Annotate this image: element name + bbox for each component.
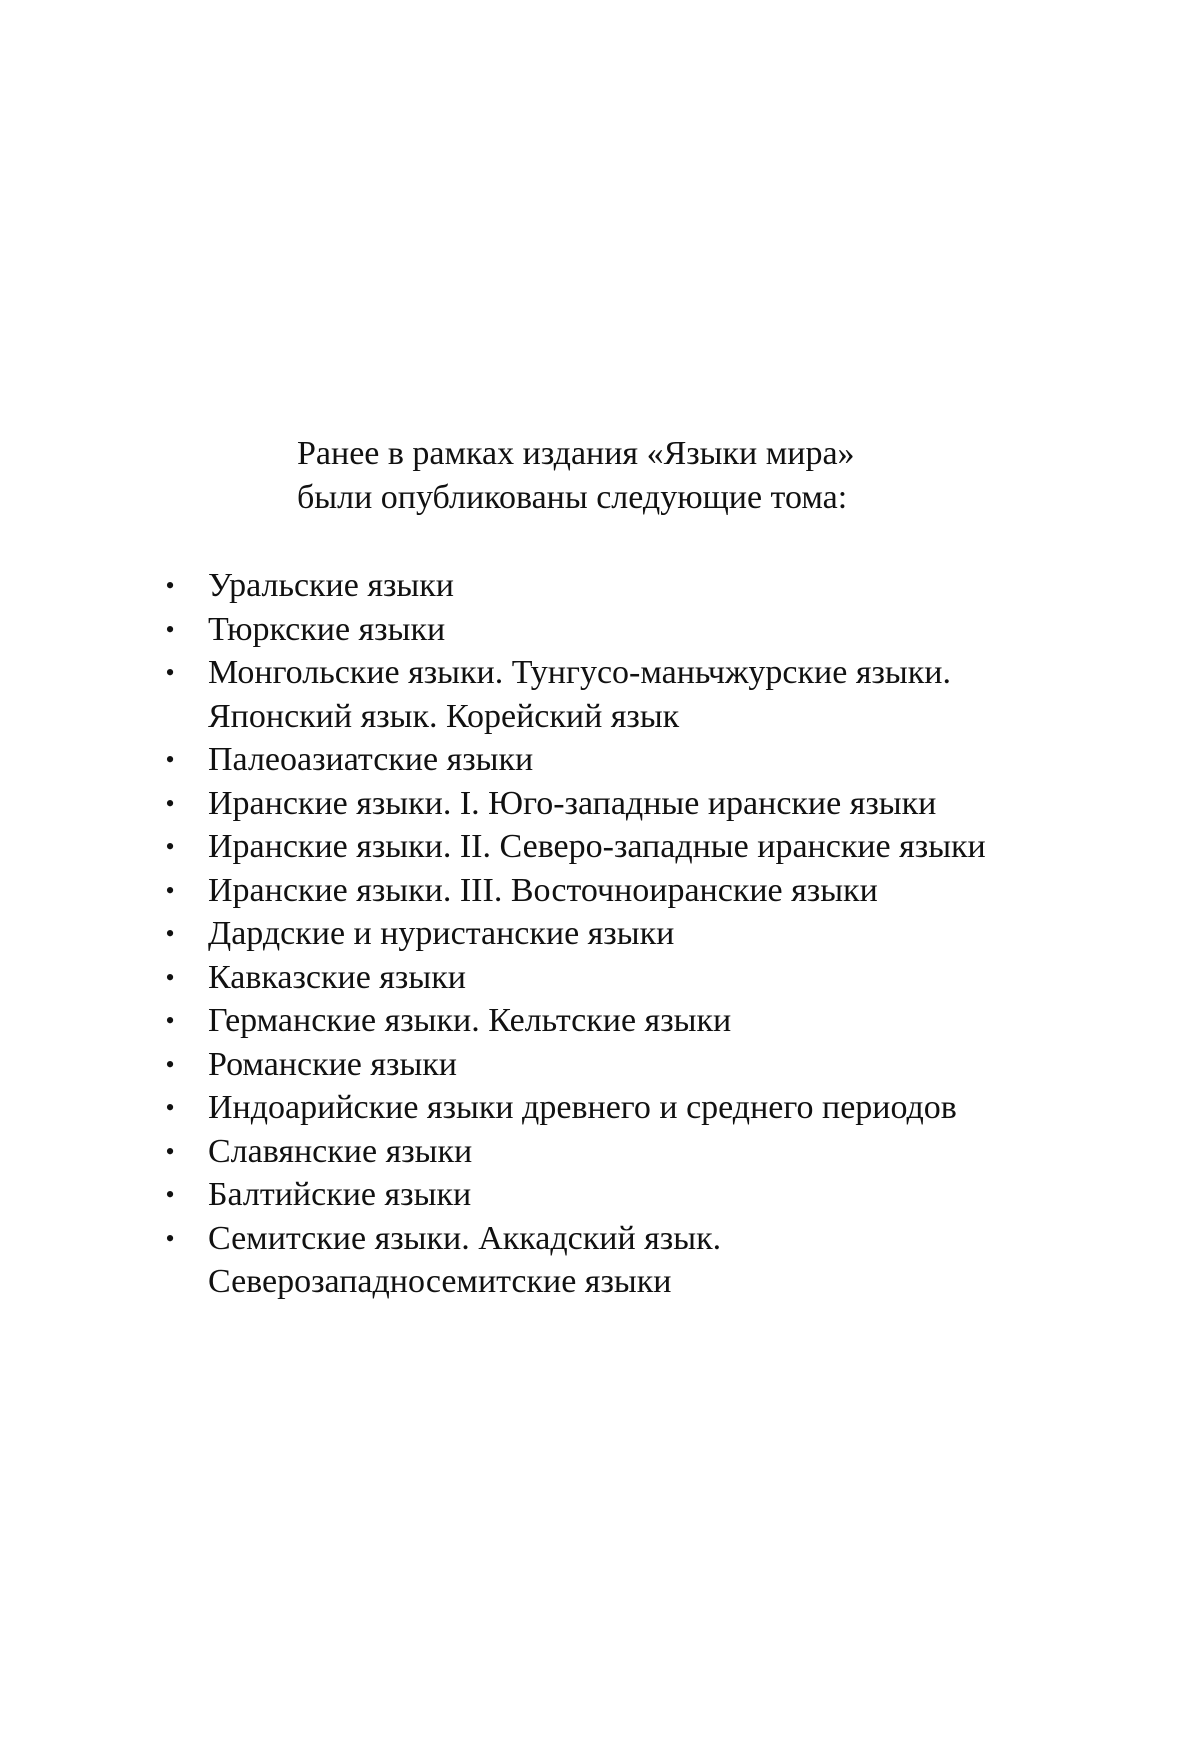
volume-title: Тюркские языки	[208, 610, 446, 648]
bullet-icon: •	[165, 1180, 175, 1209]
bullet-icon: •	[165, 1223, 175, 1253]
volume-title: Германские языки. Кельтские языки	[208, 1002, 732, 1039]
volume-title: Уральские языки	[208, 567, 454, 604]
bullet-icon: •	[165, 788, 175, 818]
bullet-icon: •	[165, 1136, 175, 1166]
bullet-icon: •	[165, 919, 175, 948]
bullet-icon: •	[165, 1006, 175, 1035]
list-item	[160, 869, 1100, 913]
list-item	[160, 912, 1100, 956]
list-item	[160, 1130, 1100, 1174]
volume-title: Романские языки	[208, 1045, 458, 1083]
volume-title: Семитские языки. Аккадский язык. Северозападносемитские языки	[208, 1219, 722, 1300]
volume-title: Балтийские языки	[208, 1176, 472, 1213]
volume-title: Иранские языки. I. Юго-западные иранские языки	[208, 784, 937, 822]
volume-title: Кавказские языки	[208, 958, 466, 996]
list-item	[160, 1173, 1100, 1217]
volume-title: Дардские и нуристанские языки	[208, 915, 675, 952]
list-item	[160, 564, 1100, 608]
bullet-icon: •	[165, 1049, 175, 1079]
list-item	[160, 999, 1100, 1043]
list-item	[160, 1043, 1100, 1087]
list-item	[160, 651, 1100, 738]
list-item	[160, 956, 1100, 1000]
volume-title: Иранские языки. II. Северо-западные иранские языки	[208, 828, 986, 865]
volume-list	[160, 564, 1100, 1304]
bullet-icon: •	[165, 614, 175, 644]
bullet-icon: •	[165, 658, 175, 687]
list-item	[160, 782, 1100, 826]
volume-title: Иранские языки. III. Восточноиранские языки	[208, 871, 878, 909]
list-item	[160, 738, 1100, 782]
volume-title: Палеоазиатские языки	[208, 741, 534, 778]
heading	[297, 432, 855, 520]
list-item	[160, 1086, 1100, 1130]
heading-line-2: были опубликованы следующие тома:	[297, 479, 848, 516]
list-item	[160, 608, 1100, 652]
bullet-icon: •	[165, 571, 175, 600]
list-item	[160, 825, 1100, 869]
volume-title: Монгольские языки. Тунгусо-маньчжурские языки. Японский язык. Корейский язык	[208, 654, 951, 735]
volume-title: Славянские языки	[208, 1132, 473, 1170]
heading-line-1: Ранее в рамках издания «Языки мира»	[297, 435, 855, 472]
bullet-icon: •	[165, 1093, 175, 1122]
bullet-icon: •	[165, 745, 175, 774]
list-item	[160, 1217, 1100, 1304]
bullet-icon: •	[165, 962, 175, 992]
volume-title: Индоарийские языки древнего и среднего периодов	[208, 1089, 957, 1126]
bullet-icon: •	[165, 875, 175, 905]
bullet-icon: •	[165, 832, 175, 861]
